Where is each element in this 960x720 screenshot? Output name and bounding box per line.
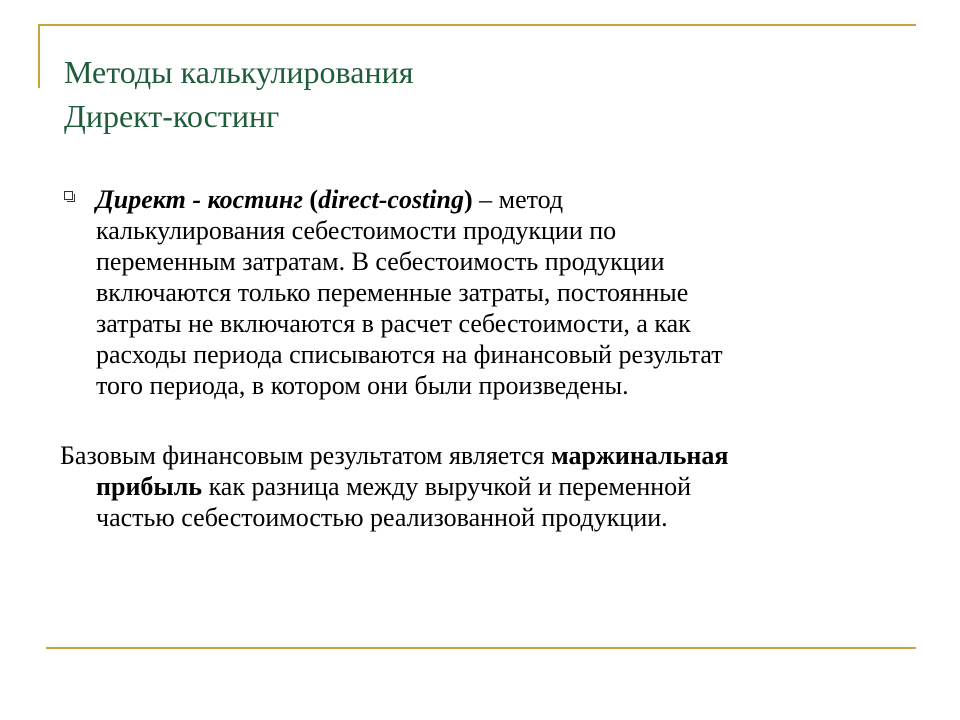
line1-rest: – метод — [472, 185, 564, 214]
definition-line-6: расходы периода списываются на финансовый результат — [96, 340, 723, 369]
definition-line-1 — [96, 184, 916, 215]
hollow-square-bullet-icon — [64, 191, 73, 200]
paragraph-line-1 — [60, 440, 920, 471]
paragraph-bold-term-1: маржинальная — [551, 441, 729, 470]
paragraph-line-2-rest: как разница между выручкой и переменной — [202, 472, 692, 501]
paragraph-line-2 — [60, 471, 920, 502]
title-line-1: Методы калькулирования — [64, 54, 414, 90]
open-paren: ( — [302, 185, 319, 214]
top-rule — [38, 24, 916, 26]
definition-line-5: затраты не включаются в расчет себестоимости, а как — [96, 309, 691, 338]
term-ru: Директ - костинг — [96, 185, 303, 214]
left-rule — [38, 24, 40, 88]
definition-line-7: того периода, в котором они были произведены. — [96, 371, 629, 400]
paragraph-bold-term-2: прибыль — [96, 472, 203, 501]
close-paren: ) — [463, 185, 473, 214]
definition-line-4: включаются только переменные затраты, постоянные — [96, 278, 689, 307]
marginal-profit-paragraph — [60, 440, 920, 533]
paragraph-line-1-start: Базовым финансовым результатом является — [60, 441, 552, 470]
title-line-2: Директ-костинг — [64, 98, 280, 134]
definition-text — [96, 184, 916, 401]
definition-line-2: калькулирования себестоимости продукции по — [96, 216, 617, 245]
paragraph-line-3: частью себестоимостью реализованной продукции. — [96, 503, 668, 532]
slide-title — [64, 50, 413, 138]
bottom-rule — [46, 647, 916, 649]
term-en: direct-costing — [318, 185, 464, 214]
definition-line-3: переменным затратам. В себестоимость продукции — [96, 247, 665, 276]
